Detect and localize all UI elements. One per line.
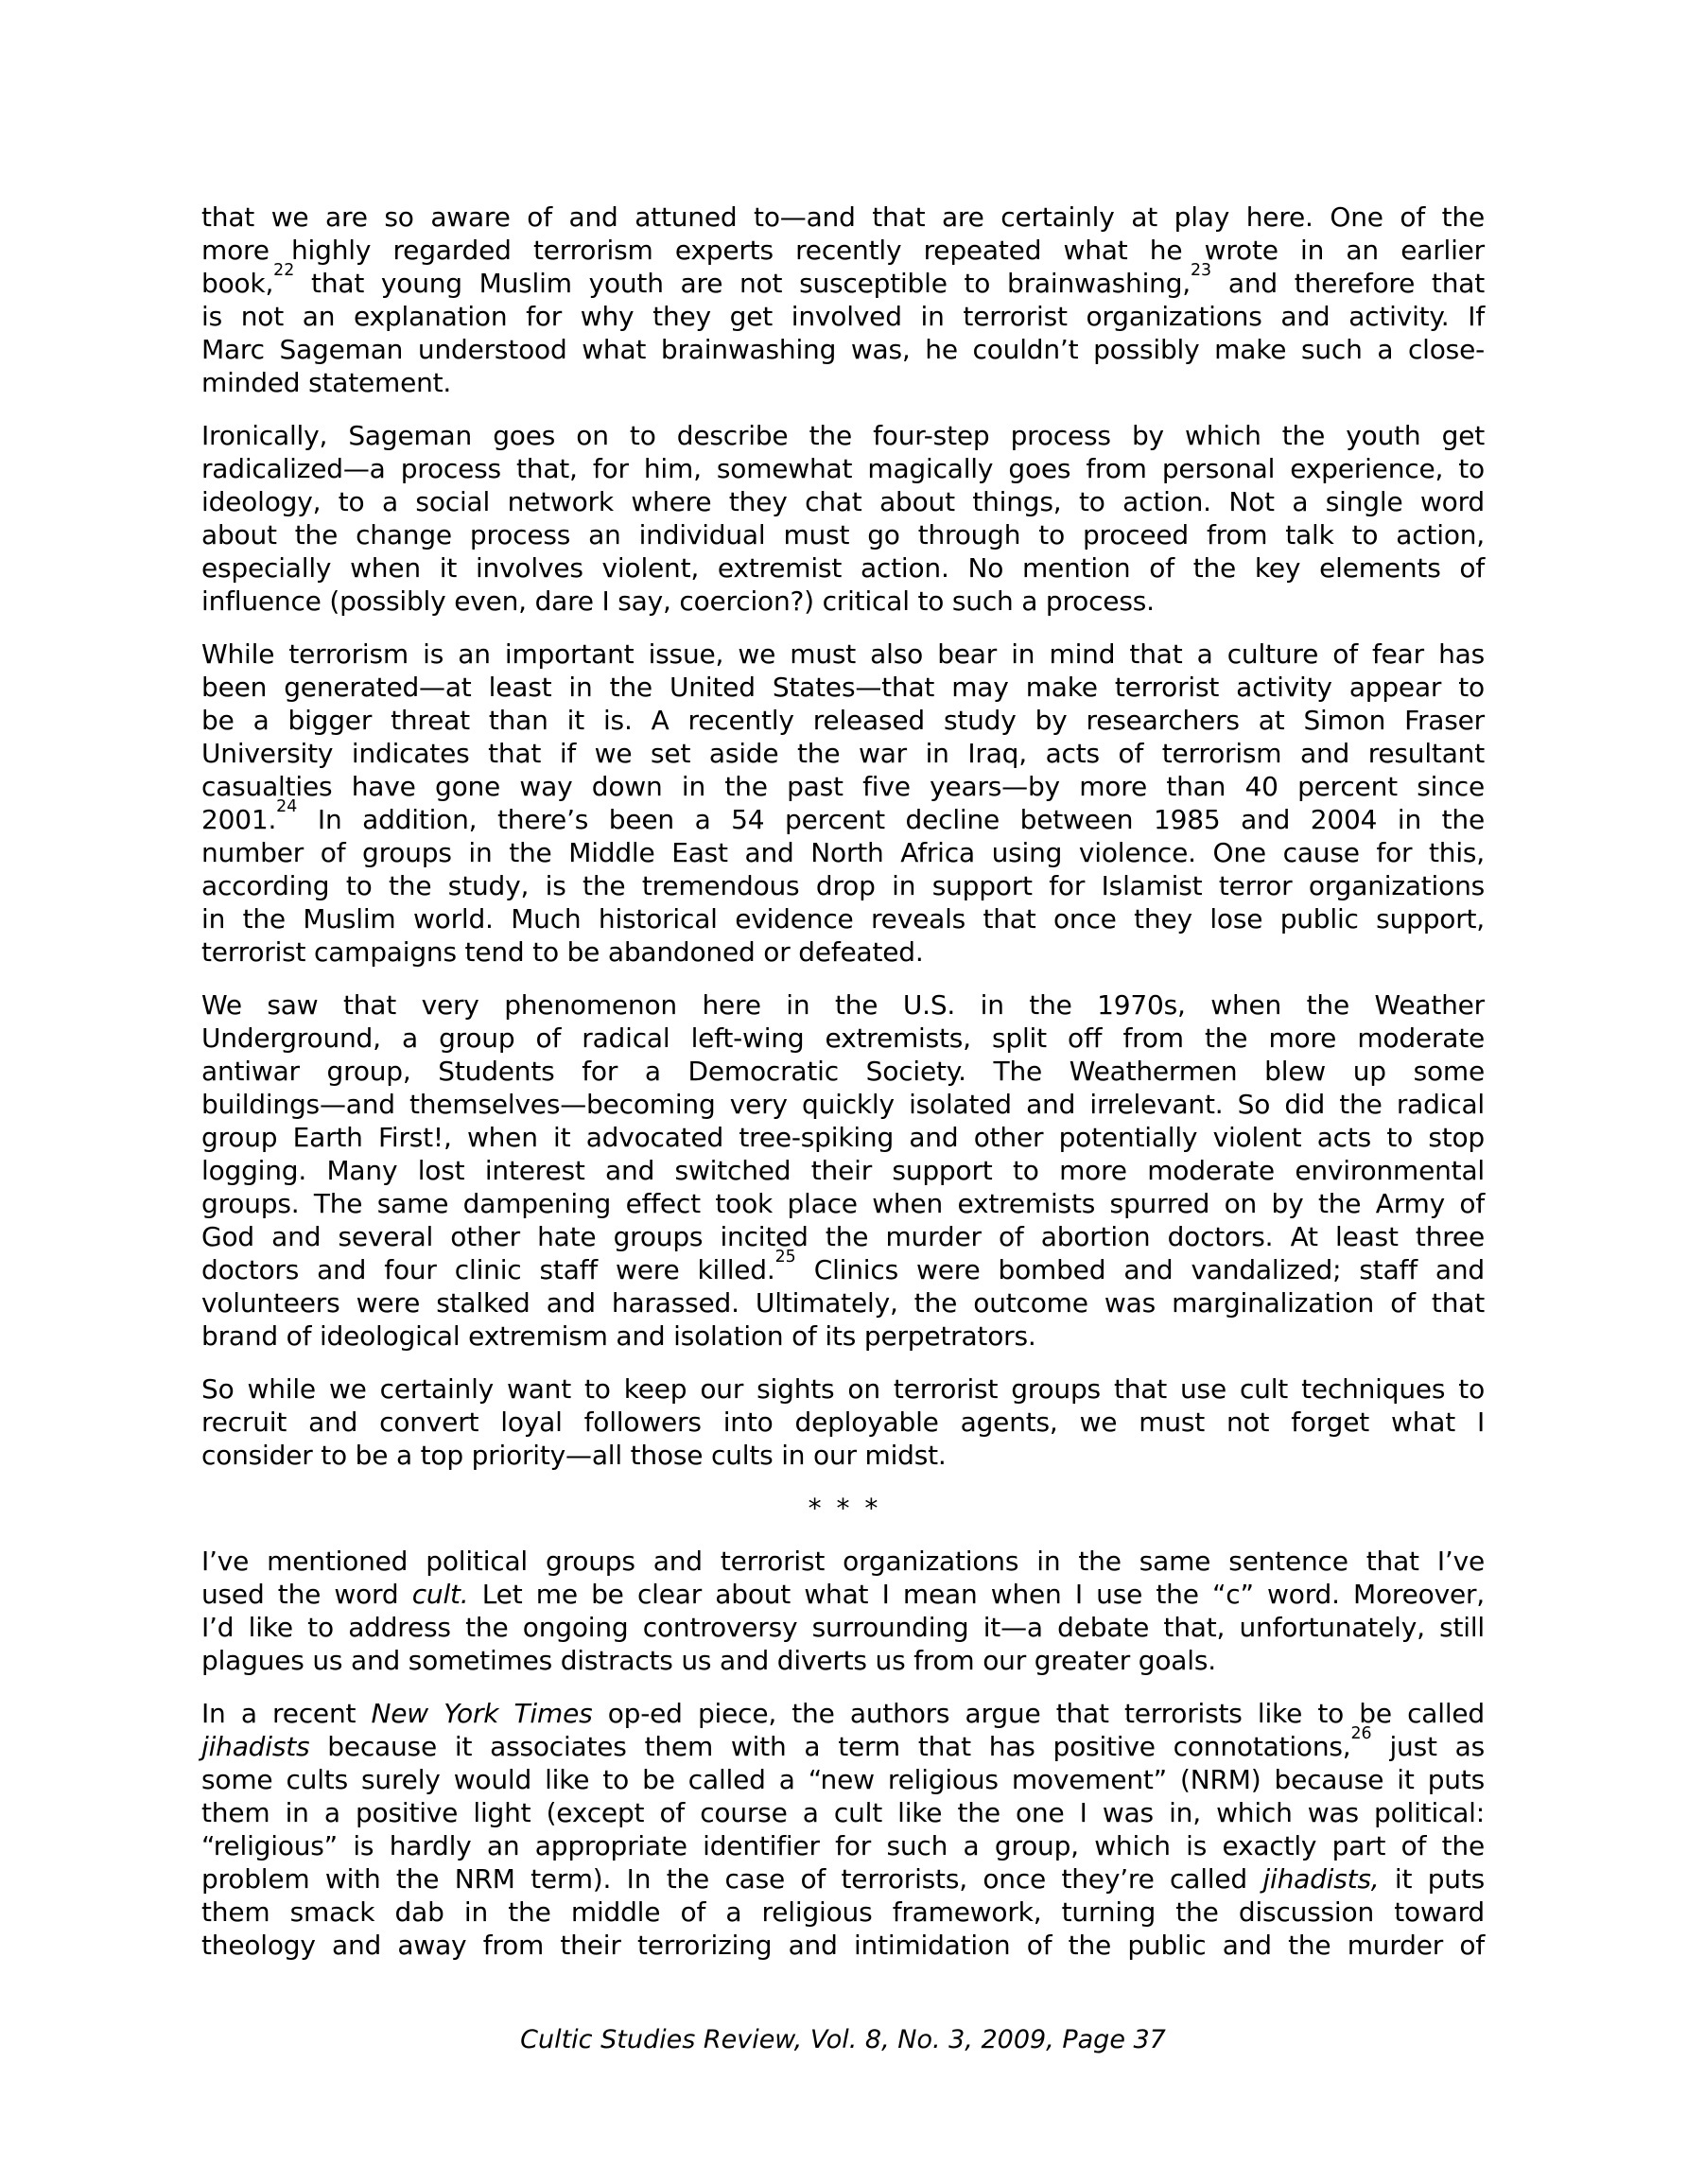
text-run: plagues us and sometimes distracts us and diverts us from our greater goals. [201, 1645, 1216, 1676]
text-run: minded statement. [201, 367, 452, 398]
text-line [201, 1055, 1485, 1088]
text-run: Underground, a group of radical left-wing extremists, split off from the more moderate [201, 1022, 1485, 1054]
text-run: problem with the NRM term). In the case of terrorists, once they’re called [201, 1863, 1263, 1895]
text-run: Marc Sageman understood what brainwashing was, he couldn’t possibly make such a close- [201, 334, 1485, 365]
text-run: terrorist campaigns tend to be abandoned or defeated. [201, 936, 924, 968]
text-line [201, 201, 1485, 234]
text-line [201, 485, 1485, 518]
text-line [201, 1187, 1485, 1220]
footer-text: Cultic Studies Review, Vol. 8, No. 3, 2009, Page 37 [520, 2025, 1166, 2054]
text-line [201, 1862, 1485, 1896]
text-run: in the Muslim world. Much historical evidence reveals that once they lose public support, [201, 903, 1485, 935]
paragraph [201, 638, 1485, 969]
text-run: I’d like to address the ongoing controversy surrounding it—a debate that, unfortunately, still [201, 1612, 1485, 1643]
text-run: brand of ideological extremism and isolation of its perpetrators. [201, 1320, 1036, 1352]
text-run: University indicates that if we set aside the war in Iraq, acts of terrorism and resultant [201, 738, 1485, 769]
text-line [201, 1286, 1485, 1319]
text-run: radicalized—a process that, for him, somewhat magically goes from personal experience, to [201, 453, 1485, 484]
text-run: I’ve mentioned political groups and terrorist organizations in the same sentence that I’ve [201, 1546, 1485, 1577]
text-line [201, 1896, 1485, 1929]
text-run: used the word [201, 1579, 412, 1610]
paragraph [201, 1697, 1485, 1962]
text-line [201, 1763, 1485, 1796]
text-run: that young Muslim youth are not susceptible to brainwashing, [294, 268, 1191, 299]
text-line [201, 585, 1485, 618]
text-run: Ironically, Sageman goes on to describe the four-step process by which the youth get [201, 420, 1485, 451]
text-line [201, 419, 1485, 452]
text-line [201, 1121, 1485, 1154]
text-run: ideology, to a social network where they chat about things, to action. Not a single word [201, 486, 1485, 517]
text-run: some cults surely would like to be called a “new religious movement” (NRM) because it puts [201, 1764, 1485, 1795]
section-separator: * * * [808, 1493, 878, 1524]
text-line [201, 1545, 1485, 1578]
text-line [201, 671, 1485, 704]
text-run: according to the study, is the tremendous drop in support for Islamist terror organizations [201, 870, 1485, 901]
text-run: op-ed piece, the authors argue that terrorists like to be called [592, 1698, 1485, 1729]
text-line [201, 518, 1485, 551]
text-line [201, 1372, 1485, 1406]
text-line [201, 1088, 1485, 1121]
footnote-reference: 24 [276, 796, 298, 816]
italic-text: jihadists [201, 1731, 310, 1762]
text-line [201, 333, 1485, 366]
text-run: So while we certainly want to keep our sights on terrorist groups that use cult techniques to [201, 1373, 1485, 1405]
text-run: 2001. [201, 804, 277, 835]
paragraph [201, 1372, 1485, 1472]
text-run: In addition, there’s been a 54 percent decline between 1985 and 2004 in the [297, 804, 1485, 835]
text-run: Clinics were bombed and vandalized; staff and [795, 1254, 1485, 1285]
text-run: logging. Many lost interest and switched their support to more moderate environmental [201, 1155, 1485, 1186]
text-run: Let me be clear about what I mean when I use the “c” word. Moreover, [468, 1579, 1485, 1610]
text-run: is not an explanation for why they get involved in terrorist organizations and activity. If [201, 301, 1485, 332]
text-run: group Earth First!, when it advocated tree-spiking and other potentially violent acts to stop [201, 1122, 1485, 1153]
italic-text: cult. [411, 1579, 469, 1610]
text-run: because it associates them with a term that has positive connotations, [309, 1731, 1351, 1762]
text-run: casualties have gone way down in the past five years—by more than 40 percent since [201, 771, 1485, 802]
text-line [201, 1220, 1485, 1253]
text-line [201, 935, 1485, 969]
text-run: especially when it involves violent, extremist action. No mention of the key elements of [201, 552, 1485, 584]
text-run: book, [201, 268, 274, 299]
text-run: and therefore that [1211, 268, 1485, 299]
text-run: influence (possibly even, dare I say, coercion?) critical to such a process. [201, 585, 1155, 617]
paragraph [201, 419, 1485, 618]
text-line [201, 366, 1485, 399]
text-run: consider to be a top priority—all those cults in our midst. [201, 1440, 947, 1471]
text-line [201, 796, 1485, 836]
text-line [201, 1611, 1485, 1644]
text-run: God and several other hate groups incited the murder of abortion doctors. At least three [201, 1221, 1485, 1252]
paragraph [201, 988, 1485, 1353]
text-run: it puts [1379, 1863, 1485, 1895]
text-line [201, 869, 1485, 902]
text-line [201, 1022, 1485, 1055]
text-run: theology and away from their terrorizing and intimidation of the public and the murder of [201, 1930, 1485, 1961]
text-run: In a recent [201, 1698, 372, 1729]
text-line [201, 638, 1485, 671]
text-run: buildings—and themselves—becoming very quickly isolated and irrelevant. So did the radical [201, 1089, 1485, 1120]
text-run: them in a positive light (except of course a cult like the one I was in, which was political: [201, 1797, 1485, 1828]
text-line [201, 260, 1485, 300]
footnote-reference: 26 [1350, 1723, 1372, 1743]
text-line [201, 1644, 1485, 1677]
text-line [201, 1439, 1485, 1472]
text-run: volunteers were stalked and harassed. Ultimately, the outcome was marginalization of that [201, 1287, 1485, 1319]
text-line [201, 1154, 1485, 1187]
text-run: more highly regarded terrorism experts recently repeated what he wrote in an earlier [201, 235, 1485, 266]
text-line [201, 704, 1485, 737]
text-line [201, 1406, 1485, 1439]
text-run: just as [1371, 1731, 1485, 1762]
text-run: groups. The same dampening effect took place when extremists spurred on by the Army of [201, 1188, 1485, 1219]
page-footer [201, 2023, 1485, 2056]
text-run: number of groups in the Middle East and North Africa using violence. One cause for this, [201, 837, 1485, 868]
text-run: about the change process an individual must go through to proceed from talk to action, [201, 519, 1485, 550]
text-run: them smack dab in the middle of a religious framework, turning the discussion toward [201, 1896, 1485, 1928]
text-line [201, 1929, 1485, 1962]
text-run: We saw that very phenomenon here in the U.S. in the 1970s, when the Weather [201, 989, 1485, 1021]
italic-text: jihadists, [1262, 1863, 1380, 1895]
document-body [201, 201, 1485, 1982]
text-run: recruit and convert loyal followers into deployable agents, we must not forget what I [201, 1406, 1485, 1438]
footnote-reference: 23 [1190, 260, 1212, 280]
italic-text: New York Times [371, 1698, 593, 1729]
footnote-reference: 25 [774, 1247, 796, 1267]
text-run: be a bigger threat than it is. A recently released study by researchers at Simon Fraser [201, 705, 1485, 736]
text-line [201, 988, 1485, 1022]
text-run: While terrorism is an important issue, we must also bear in mind that a culture of fear has [201, 638, 1485, 670]
text-line [201, 737, 1485, 770]
text-run: doctors and four clinic staff were killed. [201, 1254, 775, 1285]
text-line [201, 234, 1485, 267]
text-line [201, 902, 1485, 935]
text-line [201, 551, 1485, 585]
paragraph [201, 1545, 1485, 1677]
footnote-reference: 22 [273, 260, 295, 280]
text-line [201, 1796, 1485, 1829]
text-line [201, 1247, 1485, 1286]
text-run: antiwar group, Students for a Democratic Society. The Weathermen blew up some [201, 1056, 1485, 1087]
paragraph [201, 201, 1485, 399]
text-line [201, 452, 1485, 485]
text-line [201, 1723, 1485, 1763]
text-line [201, 1829, 1485, 1862]
text-line [201, 1578, 1485, 1611]
text-run: that we are so aware of and attuned to—and that are certainly at play here. One of the [201, 201, 1485, 233]
text-line [201, 300, 1485, 333]
text-line [201, 770, 1485, 803]
text-line [201, 1697, 1485, 1730]
text-run: been generated—at least in the United States—that may make terrorist activity appear to [201, 672, 1485, 703]
text-run: “religious” is hardly an appropriate identifier for such a group, which is exactly part of the [201, 1830, 1485, 1861]
text-line [201, 836, 1485, 869]
text-line [201, 1319, 1485, 1353]
